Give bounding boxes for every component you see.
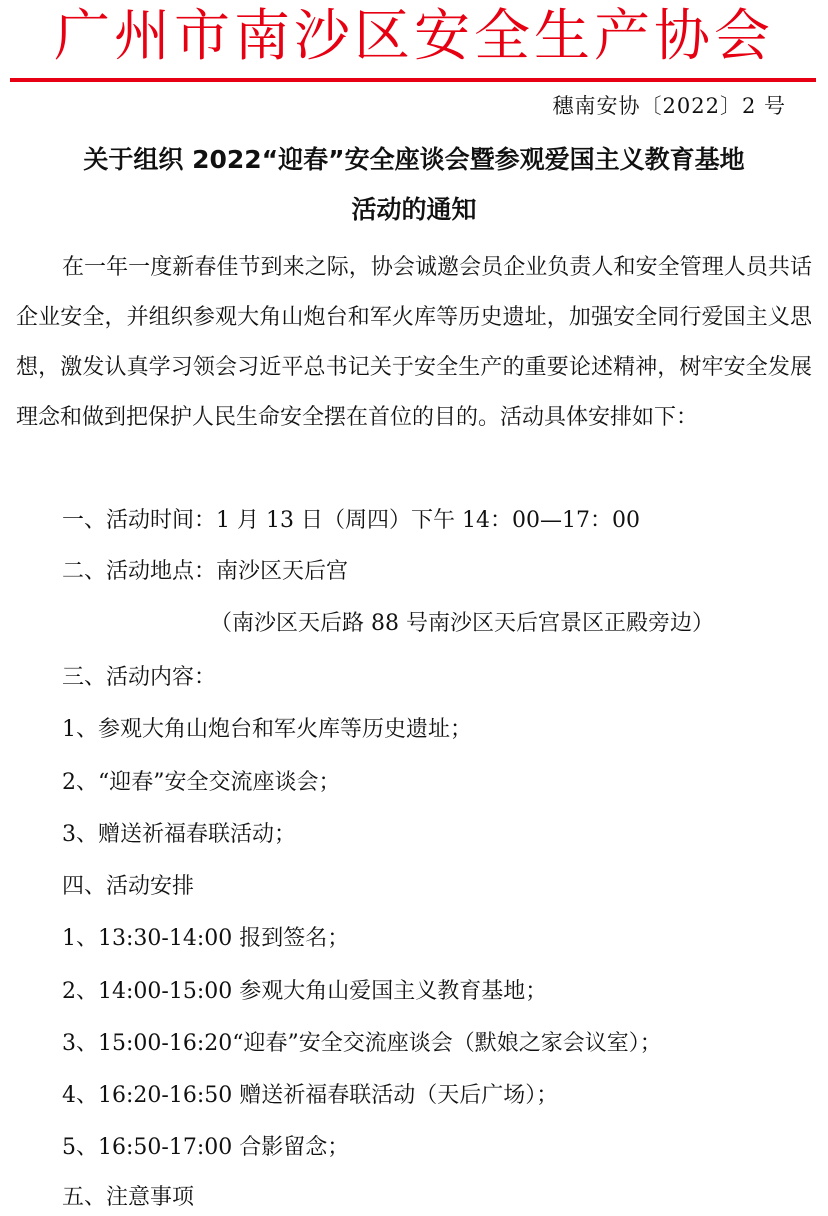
document-title-line-2: 活动的通知 <box>351 195 477 224</box>
header-divider <box>10 78 816 82</box>
schedule-item: 3、15:00-16:20“迎春”安全交流座谈会（默娘之家会议室）； <box>62 1031 662 1056</box>
schedule-item: 1、13:30-14:00 报到签名； <box>62 926 350 951</box>
activity-time: 一、活动时间：1 月 13 日（周四）下午 14：00—17：00 <box>62 508 640 533</box>
intro-paragraph: 在一年一度新春佳节到来之际，协会诚邀会员企业负责人和安全管理人员共话企业安全，并组织参观大角山炮台和军火库等历史遗址，加强安全同行爱国主义思想，激发认真学习领会习近平总书记关于安全生产的重要论述精神，树牢安全发展理念和做到把保护人民生命安全摆在首位的目的。活动具体安排如下： <box>16 255 812 430</box>
schedule-item: 2、14:00-15:00 参观大角山爱国主义教育基地； <box>62 979 548 1004</box>
venue-address: （南沙区天后路 88 号南沙区天后宫景区正殿旁边） <box>210 611 714 636</box>
content-item: 1、参观大角山炮台和军火库等历史遗址； <box>62 717 472 742</box>
schedule-heading: 四、活动安排 <box>62 874 195 899</box>
schedule-item: 5、16:50-17:00 合影留念； <box>62 1135 350 1160</box>
schedule-item: 4、16:20-16:50 赠送祈福春联活动（天后广场）； <box>62 1083 559 1108</box>
organization-header: 广州市南沙区安全生产协会 <box>54 4 774 69</box>
document-title-line-1: 关于组织 2022“迎春”安全座谈会暨参观爱国主义教育基地 <box>83 145 745 174</box>
document-number: 穗南安协〔2022〕2 号 <box>552 94 786 118</box>
notes-heading: 五、注意事项 <box>62 1185 195 1210</box>
content-heading: 三、活动内容： <box>62 665 217 690</box>
content-item: 3、赠送祈福春联活动； <box>62 822 296 847</box>
activity-venue: 二、活动地点：南沙区天后宫 <box>62 559 349 584</box>
content-item: 2、“迎春”安全交流座谈会； <box>62 770 341 795</box>
